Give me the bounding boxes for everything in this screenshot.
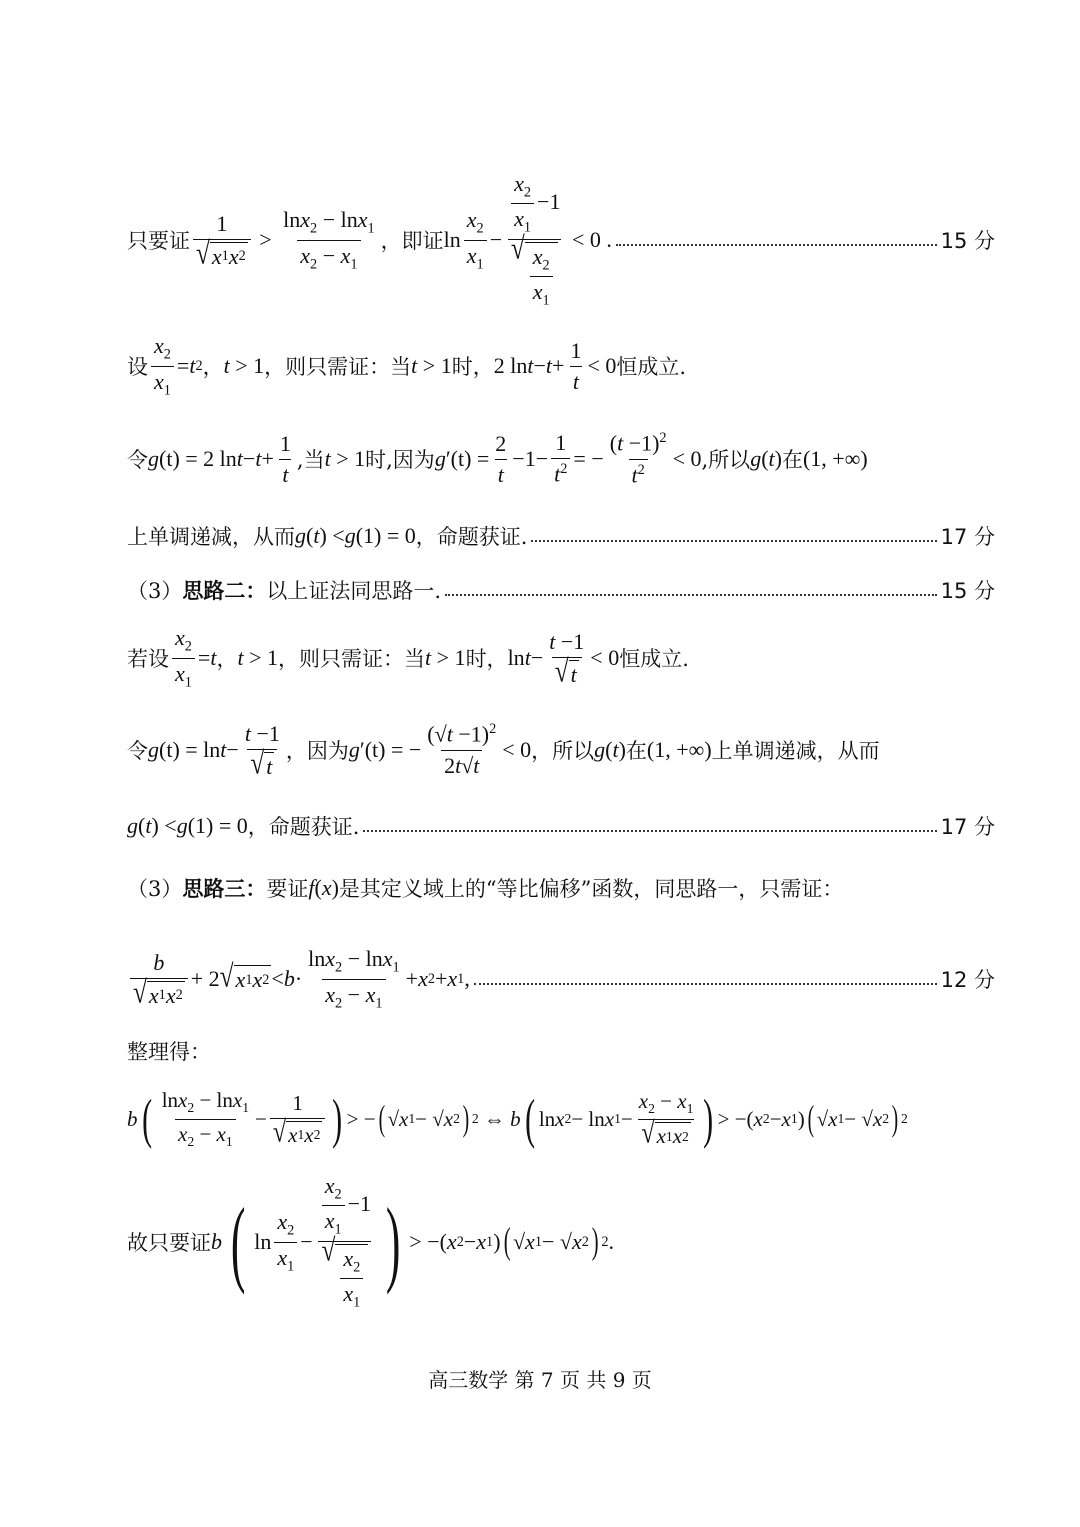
formula-g-derivative-2: g ′(t) = − $\frac{(√t -1)^2}{2t√t}$ < 0 <box>348 721 532 778</box>
text-therefore: 故只要证 <box>127 1231 211 1255</box>
text-then-only: ，则只需证：当 <box>264 355 412 379</box>
text-proved-2: ，命题获证. <box>247 815 360 839</box>
formula-t-gt-1-c: t > 1 <box>324 446 366 471</box>
score-15-a: 15 分 <box>940 229 995 253</box>
formula-g-t: g ( t ) <box>750 446 782 471</box>
formula-g-def: g (t) = 2 ln t − t + $\frac{1}{t}$ <box>148 430 291 487</box>
formula-t-gt-1-e: t > 1 <box>425 645 466 670</box>
score-17-b: 17 分 <box>940 815 995 839</box>
text-if-set: 若设 <box>127 647 169 671</box>
formula-interval-2: (1, +∞) <box>646 737 712 762</box>
text-when: 时， <box>451 355 494 379</box>
text-because: ，因为 <box>285 739 349 763</box>
dot-leader <box>474 973 937 985</box>
formula-g-def-2: g (t) = ln t − t −1 √ t <box>148 720 280 781</box>
text-method2-title: 思路二： <box>182 579 267 603</box>
proof-line-5 <box>127 572 995 608</box>
formula-g-derivative: g ′(t) = $\frac{2}{t}$ −1− $\frac{1}{t^2}$ = − $\frac{(t -1)^2}{t^2}$ < 0 <box>434 430 702 487</box>
formula-method3-main: b √ x 1 x 2 + 2 √ x 1 x 2 < b · $\frac{\ln x_2 - \ln x_1}{x_2 - x_1}$ + x 2 + x 1 , <box>127 946 470 1012</box>
text-when-2: 时， <box>465 647 508 671</box>
formula-interval: (1, +∞) <box>802 446 868 471</box>
text-method3-prefix: （3） <box>127 877 183 901</box>
proof-line-3 <box>127 428 995 490</box>
formula-ln-ratio: ln $\frac{x_2}{x_1}$ − $\frac{x_2}{x_1}$ −1 √ $\frac{x_2}{x_1}$ < 0 . <box>443 170 612 309</box>
proof-line-8 <box>127 808 995 844</box>
text-always-holds-2: 恒成立. <box>619 647 689 671</box>
text-decreasing: 上单调递减，从而 <box>127 525 295 549</box>
formula-set-t2: $\frac{x_2}{x_1}$ = t 2 <box>148 333 203 399</box>
text-let-2: 令 <box>127 739 148 763</box>
text-dang: ,当 <box>296 448 325 472</box>
text-proved: ，命题获证. <box>415 525 528 549</box>
proof-line-1 <box>127 170 995 309</box>
proof-line-10 <box>127 946 995 1012</box>
text-zai: 在 <box>781 448 803 472</box>
page-footer: 高三数学 第 7 页 共 9 页 <box>428 1368 652 1392</box>
formula-rearranged: b ( $\frac{\ln x_2 - \ln x_1}{x_2 - x_1}$ − 1 √ x 1 x 2 ) > − ( √ x 1 − √ x 2 ) 2 ⇔ b ( ln x 2 − ln x 1 − $x_2 - x_1$ √ x 1 x 2 ) > −( x 2 − x 1 ) ( √ x 1 − √ x 2 ) 2 <box>127 1087 908 1150</box>
proof-line-9 <box>127 870 995 906</box>
proof-line-4 <box>127 518 995 554</box>
proof-line-7 <box>127 718 995 782</box>
text-dec-from: 上单调递减，从而 <box>711 739 880 763</box>
formula-inequality-1: 1 √ x 1 x 2 > $\frac{\ln x_2 - \ln x_1}{x_2 - x_1}$ <box>190 207 381 273</box>
text-shi-because: 时,因为 <box>365 448 435 472</box>
score-15-b: 15 分 <box>940 579 995 603</box>
text-so: ,所以 <box>701 448 751 472</box>
dot-leader <box>531 530 936 542</box>
text-method3-b: 是其定义域上的“等比偏移”函数，同思路一，只需证： <box>338 877 844 901</box>
text-so-2: ，所以 <box>531 739 595 763</box>
formula-g-lt-g1-2: g ( t ) < g (1) = 0 <box>127 813 248 838</box>
text-always-holds: 恒成立. <box>616 355 687 379</box>
formula-final: b ( ln $\frac{x_2}{x_1}$ − $\frac{x_2}{x_1}$ −1 √ $\frac{x_2}{x_1}$ ) > −( x 2 − x 1 ) ( √ x 1 − √ x 2 ) 2 . <box>211 1172 614 1311</box>
formula-f-x: f ( x ) <box>308 875 339 900</box>
dot-leader <box>445 584 937 596</box>
text-method2-prefix: （3） <box>127 579 183 603</box>
text-comma-ie: ，即证 <box>380 229 444 253</box>
text-method3-title: 思路三： <box>182 877 267 901</box>
score-17-a: 17 分 <box>940 525 995 549</box>
text-only-prove: 只要证 <box>127 229 190 253</box>
text-comma: ， <box>216 647 238 671</box>
proof-line-13 <box>127 1170 995 1314</box>
text-method2-rest: 以上证法同思路一. <box>266 579 442 603</box>
formula-set-t: $\frac{x_2}{x_1}$ = t <box>169 625 216 691</box>
text-arrange: 整理得： <box>127 1040 211 1064</box>
text-comma: ， <box>202 355 224 379</box>
score-12: 12 分 <box>940 968 995 992</box>
proof-line-11 <box>127 1034 995 1068</box>
formula-t-gt-1-b: t > 1 <box>411 353 452 378</box>
formula-g-t-2: g ( t ) <box>594 737 626 762</box>
text-let: 令 <box>127 448 148 472</box>
proof-line-2 <box>127 333 995 398</box>
dot-leader <box>363 820 936 832</box>
formula-g-lt-g1: g ( t ) < g (1) = 0 <box>295 523 416 548</box>
formula-t-gt-1: t > 1 <box>223 353 265 378</box>
text-method3-a: 要证 <box>266 877 309 901</box>
text-set: 设 <box>127 355 148 379</box>
proof-line-12 <box>127 1080 1005 1158</box>
text-then-only-2: ，则只需证：当 <box>278 647 426 671</box>
proof-line-6 <box>127 625 995 690</box>
formula-t-gt-1-d: t > 1 <box>237 645 279 670</box>
text-zai-2: 在 <box>625 739 647 763</box>
dot-leader <box>616 234 937 246</box>
formula-condition-2: ln t − t −1 √ t < 0 <box>507 628 620 689</box>
formula-condition-1: 2 ln t − t + $\frac{1}{t}$ < 0 <box>493 337 617 394</box>
